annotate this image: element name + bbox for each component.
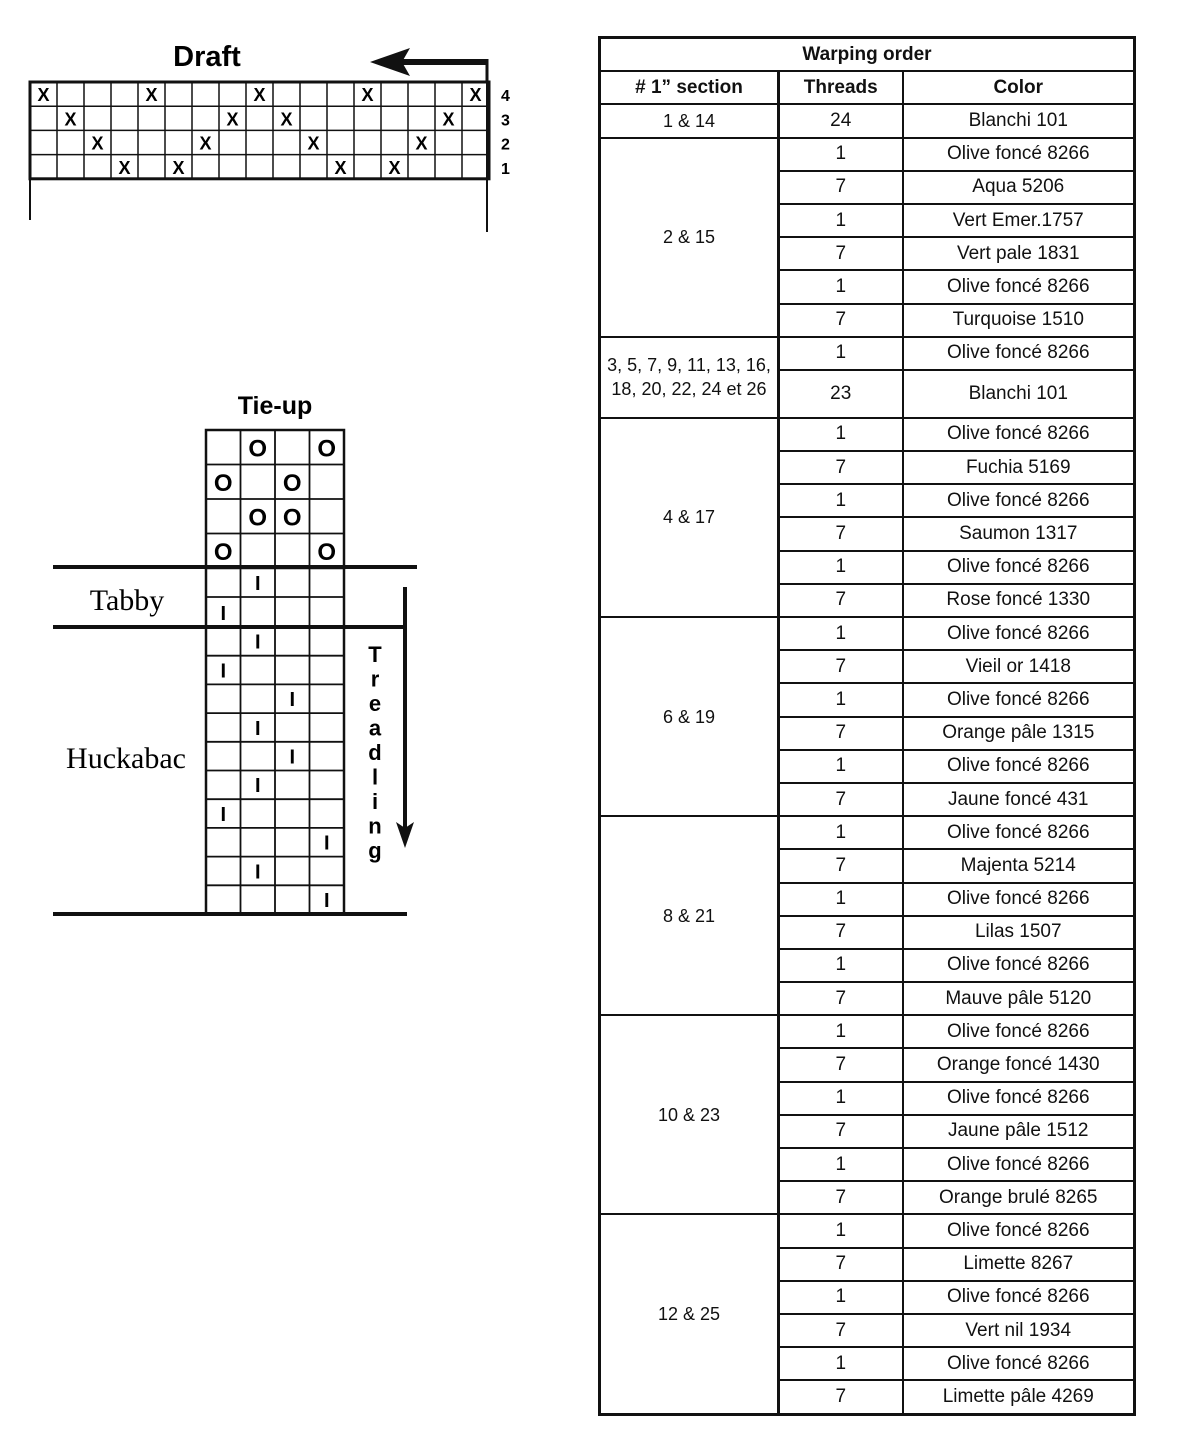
threads-cell: 1 — [779, 816, 903, 849]
tieup-mark: O — [282, 470, 302, 497]
color-cell: Olive foncé 8266 — [903, 1214, 1135, 1247]
color-cell: Olive foncé 8266 — [903, 816, 1135, 849]
huckabac-label: Huckabac — [66, 742, 186, 775]
treadling-mark: I — [323, 832, 330, 855]
draft-thread-mark: X — [64, 109, 77, 130]
draft-thread-mark: X — [415, 133, 428, 154]
draft — [30, 41, 510, 232]
color-cell: Olive foncé 8266 — [903, 949, 1135, 982]
threads-cell: 1 — [779, 1347, 903, 1380]
color-cell: Turquoise 1510 — [903, 304, 1135, 337]
color-cell: Majenta 5214 — [903, 849, 1135, 882]
threads-cell: 7 — [779, 517, 903, 550]
color-cell: Orange pâle 1315 — [903, 717, 1135, 750]
draft-thread-mark: X — [334, 157, 347, 178]
treadling-mark: I — [289, 746, 296, 769]
treadling-mark: I — [254, 861, 261, 884]
treadling-vertical-label — [368, 642, 382, 863]
tieup-title: Tie-up — [237, 392, 313, 420]
threads-cell: 1 — [779, 1214, 903, 1247]
draft-shaft-labels — [501, 88, 510, 178]
draft-shaft-label: 1 — [501, 160, 510, 178]
warping-row — [600, 816, 1135, 849]
threads-cell: 7 — [779, 1314, 903, 1347]
warping-row — [600, 617, 1135, 650]
threads-cell: 7 — [779, 650, 903, 683]
threads-cell: 1 — [779, 270, 903, 303]
warping-order-body — [600, 104, 1135, 1414]
threads-cell: 7 — [779, 451, 903, 484]
threads-cell: 7 — [779, 982, 903, 1015]
threads-cell: 1 — [779, 1281, 903, 1314]
threads-cell: 23 — [779, 370, 903, 418]
treadling-label-letter: r — [370, 666, 380, 692]
draft-thread-mark: X — [361, 85, 374, 106]
treadling-label-letter: d — [368, 740, 382, 765]
color-cell: Blanchi 101 — [903, 370, 1135, 418]
treadling-mark: I — [220, 660, 227, 683]
color-cell: Olive foncé 8266 — [903, 1015, 1135, 1048]
color-cell: Olive foncé 8266 — [903, 138, 1135, 171]
draft-thread-mark: X — [199, 133, 212, 154]
color-cell: Mauve pâle 5120 — [903, 982, 1135, 1015]
color-cell: Rose foncé 1330 — [903, 584, 1135, 617]
treadling-mark: I — [254, 631, 261, 654]
threads-cell: 7 — [779, 1181, 903, 1214]
threads-cell: 24 — [779, 104, 903, 137]
section-cell: 6 & 19 — [600, 617, 779, 816]
draft-thread-mark: X — [91, 133, 104, 154]
treadling-label-letter: n — [368, 813, 382, 839]
threads-cell: 1 — [779, 883, 903, 916]
section-cell: 3, 5, 7, 9, 11, 13, 16, 18, 20, 22, 24 et 26 — [600, 337, 779, 418]
header-threads: Threads — [779, 71, 903, 104]
warping-row — [600, 1214, 1135, 1247]
draft-thread-mark: X — [442, 109, 455, 130]
treadling-mark: I — [323, 890, 330, 912]
threads-cell: 7 — [779, 171, 903, 204]
color-cell: Vieil or 1418 — [903, 650, 1135, 683]
treadling-mark: I — [254, 717, 261, 740]
threads-cell: 7 — [779, 584, 903, 617]
color-cell: Lilas 1507 — [903, 916, 1135, 949]
draft-direction-arrow — [370, 48, 487, 82]
draft-thread-mark: X — [469, 85, 482, 106]
color-cell: Olive foncé 8266 — [903, 418, 1135, 451]
draft-title: Draft — [173, 41, 241, 73]
warping-row — [600, 418, 1135, 451]
treadling-mark: I — [289, 689, 296, 712]
color-cell: Vert pale 1831 — [903, 237, 1135, 270]
color-cell: Limette 8267 — [903, 1248, 1135, 1281]
section-cell: 4 & 17 — [600, 418, 779, 617]
tabby-label: Tabby — [89, 584, 165, 617]
warping-row — [600, 138, 1135, 171]
threads-cell: 1 — [779, 1148, 903, 1181]
tieup-mark: O — [248, 504, 268, 532]
draft-grid — [30, 82, 489, 179]
draft-shaft-label: 4 — [501, 88, 510, 106]
tieup-mark: O — [282, 504, 302, 532]
treadling-label-letter: e — [368, 691, 382, 716]
threads-cell: 1 — [779, 750, 903, 783]
threads-cell: 1 — [779, 204, 903, 237]
color-cell: Aqua 5206 — [903, 171, 1135, 204]
draft-thread-mark: X — [145, 85, 158, 106]
warping-order-table — [598, 36, 1136, 1416]
color-cell: Orange foncé 1430 — [903, 1048, 1135, 1081]
treadling-mark: I — [254, 775, 261, 798]
treadling-label-letter: T — [368, 642, 382, 667]
threads-cell: 1 — [779, 484, 903, 517]
threads-cell: 7 — [779, 304, 903, 337]
tieup-mark: O — [248, 435, 268, 463]
threads-cell: 1 — [779, 1082, 903, 1115]
threads-cell: 1 — [779, 138, 903, 171]
section-cell: 2 & 15 — [600, 138, 779, 337]
color-cell: Olive foncé 8266 — [903, 883, 1135, 916]
tieup-mark: O — [213, 470, 233, 497]
draft-thread-mark: X — [280, 109, 293, 130]
draft-thread-mark: X — [307, 133, 320, 154]
tieup-treadling — [53, 392, 417, 914]
draft-thread-mark: X — [172, 157, 185, 178]
section-cell: 12 & 25 — [600, 1214, 779, 1414]
threads-cell: 1 — [779, 683, 903, 716]
color-cell: Jaune pâle 1512 — [903, 1115, 1135, 1148]
threads-cell: 7 — [779, 1048, 903, 1081]
section-cell: 10 & 23 — [600, 1015, 779, 1214]
threads-cell: 1 — [779, 1015, 903, 1048]
color-cell: Orange brulé 8265 — [903, 1181, 1135, 1214]
treadling-label-letter: a — [368, 715, 382, 741]
tieup-grid — [206, 430, 344, 568]
draft-thread-mark: X — [37, 85, 50, 106]
section-cell: 1 & 14 — [600, 104, 779, 137]
warping-order-title: Warping order — [600, 38, 1135, 72]
threads-cell: 1 — [779, 551, 903, 584]
color-cell: Olive foncé 8266 — [903, 551, 1135, 584]
threads-cell: 1 — [779, 418, 903, 451]
threads-cell: 7 — [779, 849, 903, 882]
color-cell: Blanchi 101 — [903, 104, 1135, 137]
header-section: # 1” section — [600, 71, 779, 104]
threads-cell: 7 — [779, 1380, 903, 1414]
treadling-label-letter: l — [371, 764, 379, 790]
header-color: Color — [903, 71, 1135, 104]
treadling-grid — [206, 567, 344, 914]
color-cell: Limette pâle 4269 — [903, 1380, 1135, 1414]
tieup-mark: O — [317, 435, 337, 463]
color-cell: Saumon 1317 — [903, 517, 1135, 550]
threads-cell: 7 — [779, 1115, 903, 1148]
color-cell: Olive foncé 8266 — [903, 1281, 1135, 1314]
threads-cell: 1 — [779, 617, 903, 650]
color-cell: Olive foncé 8266 — [903, 1347, 1135, 1380]
warping-row — [600, 104, 1135, 137]
warping-row — [600, 337, 1135, 370]
treadling-mark: I — [254, 573, 261, 595]
color-cell: Olive foncé 8266 — [903, 750, 1135, 783]
draft-thread-mark: X — [388, 157, 401, 178]
threads-cell: 7 — [779, 783, 903, 816]
threads-cell: 7 — [779, 916, 903, 949]
section-cell: 8 & 21 — [600, 816, 779, 1015]
color-cell: Vert Emer.1757 — [903, 204, 1135, 237]
tieup-mark: O — [213, 539, 233, 566]
color-cell: Olive foncé 8266 — [903, 337, 1135, 370]
draft-thread-mark: X — [253, 85, 266, 106]
color-cell: Olive foncé 8266 — [903, 1148, 1135, 1181]
tieup-mark: O — [317, 539, 337, 566]
color-cell: Olive foncé 8266 — [903, 1082, 1135, 1115]
treadling-mark: I — [220, 603, 227, 625]
threads-cell: 7 — [779, 1248, 903, 1281]
draft-thread-mark: X — [118, 157, 131, 178]
draft-shaft-label: 2 — [501, 136, 510, 154]
threads-cell: 7 — [779, 237, 903, 270]
treadling-label-letter: g — [368, 838, 382, 863]
warping-row — [600, 1015, 1135, 1048]
treadling-label-letter: i — [371, 789, 379, 814]
color-cell: Olive foncé 8266 — [903, 683, 1135, 716]
color-cell: Jaune foncé 431 — [903, 783, 1135, 816]
color-cell: Vert nil 1934 — [903, 1314, 1135, 1347]
draft-thread-mark: X — [226, 109, 239, 130]
color-cell: Fuchia 5169 — [903, 451, 1135, 484]
warping-order — [598, 36, 1133, 1416]
color-cell: Olive foncé 8266 — [903, 484, 1135, 517]
color-cell: Olive foncé 8266 — [903, 617, 1135, 650]
threads-cell: 7 — [779, 717, 903, 750]
draft-shaft-label: 3 — [501, 112, 510, 130]
color-cell: Olive foncé 8266 — [903, 270, 1135, 303]
threads-cell: 1 — [779, 949, 903, 982]
threads-cell: 1 — [779, 337, 903, 370]
treadling-mark: I — [220, 803, 227, 826]
